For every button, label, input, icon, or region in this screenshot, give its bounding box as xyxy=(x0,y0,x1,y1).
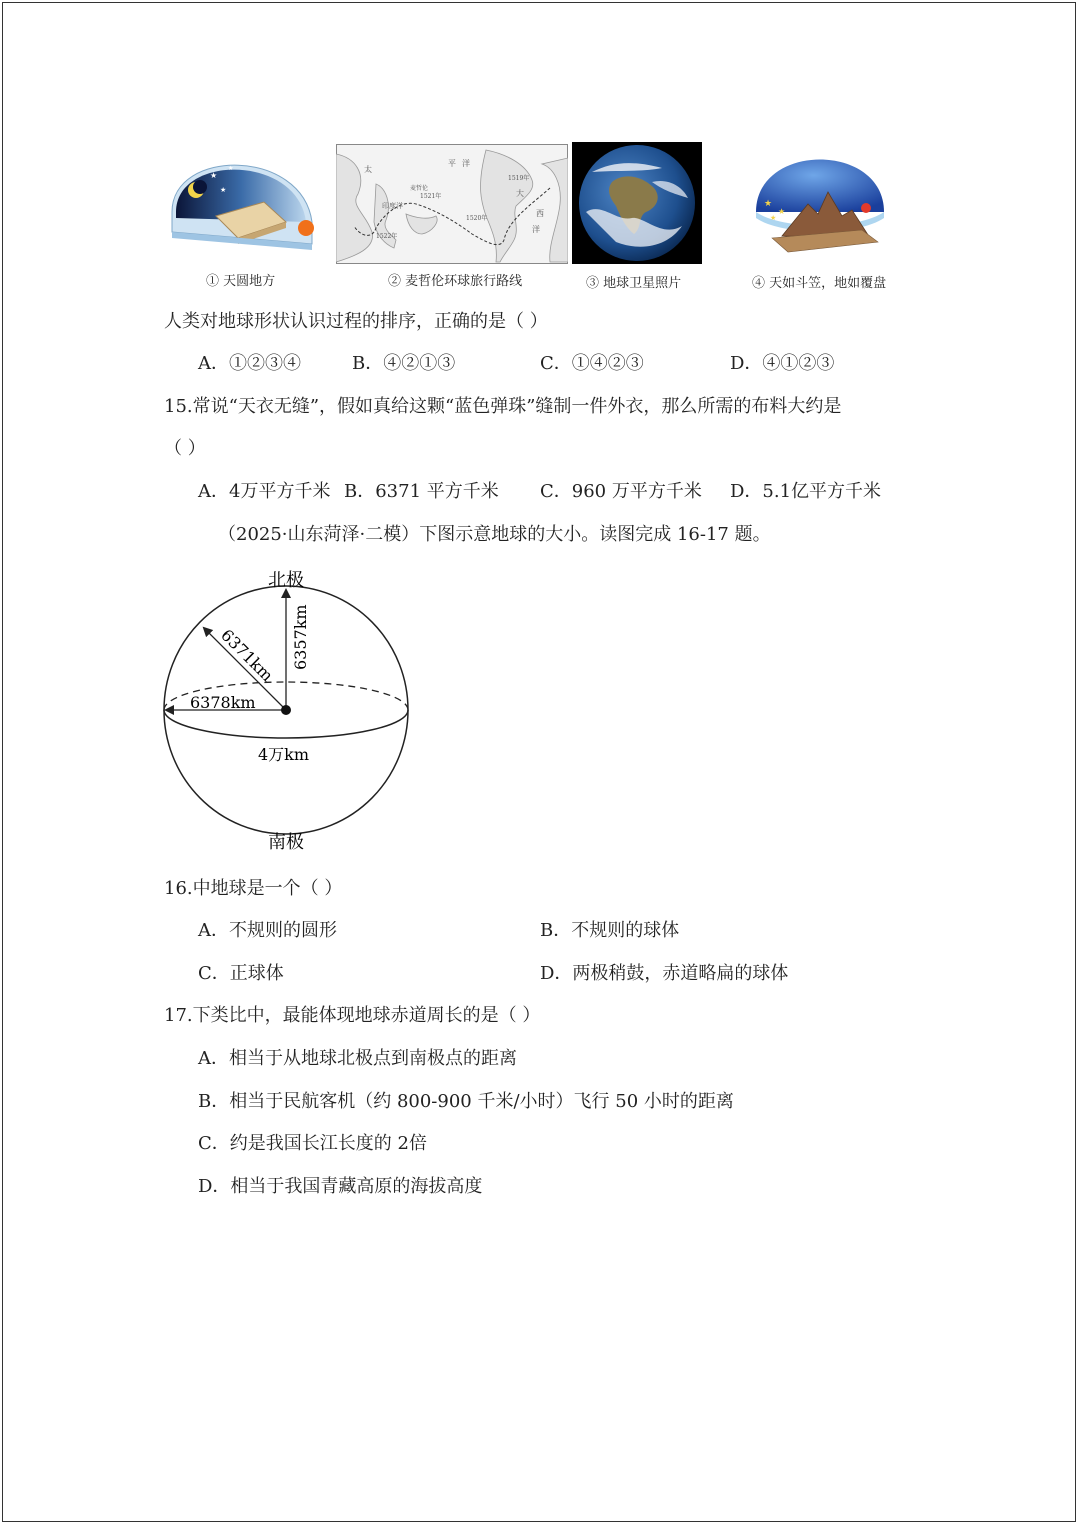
north-pole-label: 北极 xyxy=(268,570,304,591)
map-label: 洋 xyxy=(462,159,470,168)
figure-3-caption: ③ 地球卫星照片 xyxy=(586,276,682,291)
q17-stem: 17.下类比中，最能体现地球赤道周长的是（ ） xyxy=(164,1005,541,1026)
map-label: 西 xyxy=(536,209,544,218)
q15-option-c[interactable]: C．960 万平方千米 xyxy=(540,481,702,502)
q17-option-d[interactable]: D．相当于我国青藏高原的海拔高度 xyxy=(198,1176,483,1197)
mean-radius-label: 6371km xyxy=(217,625,277,686)
svg-text:★: ★ xyxy=(764,199,773,209)
figure-heaven-hat-earth-plate xyxy=(752,140,888,260)
figure-2-caption: ② 麦哲伦环球旅行路线 xyxy=(388,274,523,289)
earth-center-dot xyxy=(281,705,291,715)
circumference-label: 4万km xyxy=(258,745,310,764)
q14-option-b[interactable]: B．④②①③ xyxy=(352,353,456,374)
q15-option-a[interactable]: A．4万平方千米 xyxy=(198,481,331,502)
earth-size-diagram xyxy=(150,560,430,860)
svg-text:★: ★ xyxy=(778,207,786,216)
south-pole-label: 南极 xyxy=(268,832,304,853)
map-label: 1519年 xyxy=(508,175,530,182)
figure-4-caption: ④ 天如斗笠，地如覆盘 xyxy=(752,276,887,291)
svg-text:★: ★ xyxy=(210,171,218,180)
figure-heaven-round-earth-square xyxy=(166,152,322,252)
q15-stem: 15.常说“天衣无缝”，假如真给这颗“蓝色弹珠”缝制一件外衣，那么所需的布料大约是 xyxy=(164,396,842,417)
map-label: 平 xyxy=(448,159,456,168)
q16-stem: 16.中地球是一个（ ） xyxy=(164,878,343,899)
section-intro: （2025·山东菏泽·二模）下图示意地球的大小。读图完成 16-17 题。 xyxy=(218,524,771,545)
figure-1-caption: ① 天圆地方 xyxy=(206,274,276,289)
polar-radius-label: 6357km xyxy=(291,604,310,670)
q15-option-b[interactable]: B．6371 平方千米 xyxy=(344,481,499,502)
svg-text:★: ★ xyxy=(228,165,234,172)
q17-option-c[interactable]: C．约是我国长江长度的 2倍 xyxy=(198,1133,427,1154)
svg-text:★: ★ xyxy=(186,168,193,176)
svg-text:★: ★ xyxy=(770,214,777,222)
q17-option-b[interactable]: B．相当于民航客机（约 800-900 千米/小时）飞行 50 小时的距离 xyxy=(198,1091,734,1112)
map-label: 1520年 xyxy=(466,215,488,222)
q16-option-a[interactable]: A．不规则的圆形 xyxy=(198,920,337,941)
map-label: 1521年 xyxy=(420,193,442,200)
map-label: 麦哲伦 xyxy=(410,185,429,192)
q16-option-b[interactable]: B．不规则的球体 xyxy=(540,920,680,941)
map-label: 印度洋 xyxy=(382,202,403,210)
q14-stem: 人类对地球形状认识过程的排序，正确的是（ ） xyxy=(164,311,548,332)
q17-option-a[interactable]: A．相当于从地球北极点到南极点的距离 xyxy=(198,1048,517,1069)
map-label: 大 xyxy=(516,189,524,198)
q16-option-c[interactable]: C．正球体 xyxy=(198,963,284,984)
q14-option-d[interactable]: D．④①②③ xyxy=(730,353,835,374)
map-label: 太 xyxy=(364,165,372,174)
equatorial-radius-label: 6378km xyxy=(190,693,256,712)
figure-magellan-route-map xyxy=(336,144,568,264)
q15-option-d[interactable]: D．5.1亿平方千米 xyxy=(730,481,882,502)
q14-option-c[interactable]: C．①④②③ xyxy=(540,353,644,374)
q16-option-d[interactable]: D．两极稍鼓，赤道略扁的球体 xyxy=(540,963,789,984)
map-label: 1522年 xyxy=(376,233,398,240)
svg-text:★: ★ xyxy=(220,186,227,194)
figure-earth-satellite-photo xyxy=(572,142,702,264)
q14-option-a[interactable]: A．①②③④ xyxy=(198,353,301,374)
map-label: 洋 xyxy=(532,225,540,234)
q15-answer-paren: （ ） xyxy=(164,438,206,459)
